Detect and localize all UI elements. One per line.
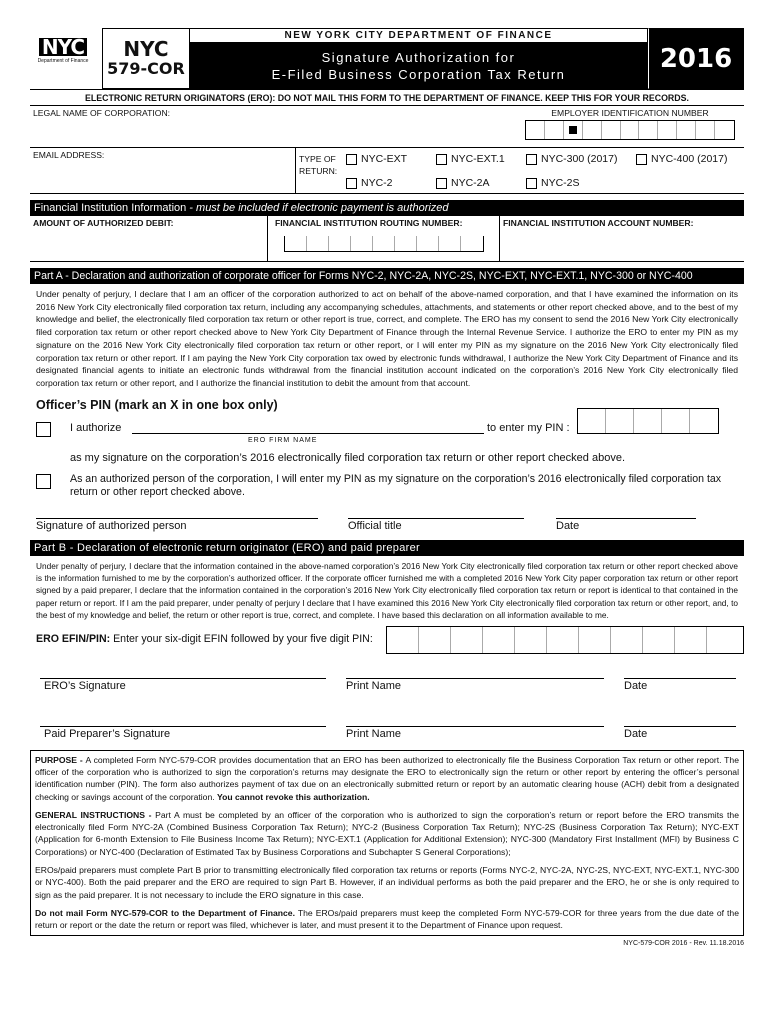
ero-print-name-line[interactable] <box>346 678 604 692</box>
return-type-label <box>296 148 346 193</box>
routing-input[interactable] <box>284 236 484 252</box>
donot-text: The EROs/paid preparers must keep the completed Form NYC-579-COR for three years from the due date of the return or report or the date the return or report was filed, whichever is later, and must present it to the Department of Finance upon request. <box>35 907 739 931</box>
title-box <box>190 28 648 89</box>
legal-name-label: LEGAL NAME OF CORPORATION: <box>33 108 171 118</box>
email-label: EMAIL ADDRESS: <box>33 150 105 160</box>
ero-signature-label: ERO’s Signature <box>44 679 126 692</box>
checkbox-nyc-300[interactable] <box>526 153 636 169</box>
general-text: Part A must be completed by an officer of the corporation who is authorized to sign the corporation’s return or report before the ERO transmits the electronically filed Form NYC-2A (Combined Business Corporation Tax Return); NYC-2 (Business Corporation Tax Return); NYC-2S (Business Corporation Tax Return); NYC-EXT (Application for 6-month Extension to File Business Income Tax Return); NYC-EXT.1 (Application for Additional Extension); NYC-300 (Mandatory First Installment (MFI) by Business C Corporations) or NYC-400 (Declaration of Estimated Tax by Business Corporations and Subchapter S General Corporations); <box>35 809 739 857</box>
form-title <box>190 43 647 88</box>
legal-name-field[interactable] <box>30 106 516 147</box>
label-nyc-ext: NYC-EXT <box>361 153 408 165</box>
financial-bar <box>30 200 744 216</box>
checkbox-nyc-400[interactable] <box>636 153 736 169</box>
part-b-bar: Part B - Declaration of electronic return originator (ERO) and paid preparer <box>30 540 744 556</box>
part-a-date-line[interactable] <box>556 518 696 532</box>
ero-date-line[interactable] <box>624 678 736 692</box>
financial-row <box>30 216 744 262</box>
pin-option-2-checkbox[interactable] <box>36 474 51 489</box>
purpose-text: A completed Form NYC-579-COR provides documentation that an ERO has been authorized to electronically file the Business Corporation Tax return or other report. The officer of the corporation who is authorized to sign the corporation’s returns may designate the ERO to electronically sign the return or other report by entering the officer’s personal identification number (PIN). The form also authorizes payment of tax due on an electronically submitted return or report by an automatic clearing house (ACH) debit from a designated checking or savings account of the corporation. <box>35 754 739 802</box>
preparer-signature-row <box>30 714 744 744</box>
label-nyc-2: NYC-2 <box>361 177 393 189</box>
preparer-signature-label: Paid Preparer’s Signature <box>44 727 171 740</box>
officer-signature-label: Signature of authorized person <box>36 519 187 532</box>
pin-option-1 <box>30 416 744 452</box>
purpose-label: PURPOSE - <box>35 754 86 765</box>
preparer-print-name-label: Print Name <box>346 727 402 740</box>
ero-firm-name-input[interactable] <box>132 416 484 434</box>
ero-date-label: Date <box>624 679 648 692</box>
part-a-bar: Part A - Declaration and authorization of corporate officer for Forms NYC-2, NYC-2A, NYC-2S, NYC-EXT, NYC-EXT.1, NYC-300 or NYC-400 <box>30 268 744 284</box>
logo-sub: Department of Finance <box>37 58 89 64</box>
tax-year: 2016 <box>648 28 744 89</box>
routing-section <box>268 216 500 261</box>
part-a-date-label: Date <box>556 519 580 532</box>
ein-input[interactable] <box>525 120 735 140</box>
return-type-options <box>346 148 736 193</box>
officer-pin-input[interactable] <box>577 408 719 434</box>
ero-print-name-label: Print Name <box>346 679 402 692</box>
label-nyc-2s: NYC-2S <box>541 177 580 189</box>
email-row <box>30 148 744 194</box>
ero-notice: ELECTRONIC RETURN ORIGINATORS (ERO): DO NOT MAIL THIS FORM TO THE DEPARTMENT OF FINANCE. KEEP THIS FOR YOUR RECORDS. <box>30 90 744 106</box>
label-nyc-2a: NYC-2A <box>451 177 490 189</box>
efin-label: ERO EFIN/PIN: <box>36 632 111 645</box>
label-nyc-ext1: NYC-EXT.1 <box>451 153 505 165</box>
form-footer: NYC-579-COR 2016 - Rev. 11.18.2016 <box>623 939 744 947</box>
preparer-date-line[interactable] <box>624 726 736 740</box>
efin-instruction: Enter your six-digit EFIN followed by your five digit PIN: <box>110 632 373 645</box>
form-title-line1: Signature Authorization for <box>321 50 516 65</box>
return-label: RETURN: <box>299 166 338 176</box>
donot-bold: Do not mail Form NYC-579-COR to the Department of Finance. <box>35 907 295 918</box>
financial-title: Financial Institution Information <box>34 202 187 214</box>
instructions-box <box>30 750 744 936</box>
part-a-signatures <box>30 518 744 540</box>
pin-option-2-text: As an authorized person of the corporation, I will enter my PIN as my signature on the corporation’s 2016 electronically filed corporation tax return or other report checked above. <box>70 472 722 498</box>
preparer-date-label: Date <box>624 727 648 740</box>
pin-option-2 <box>30 470 744 518</box>
form-page <box>30 28 744 947</box>
label-nyc-400: NYC-400 (2017) <box>651 153 728 165</box>
logo-mark: NYC <box>39 38 87 56</box>
donot-section <box>31 904 743 935</box>
officer-signature-line[interactable] <box>36 518 318 532</box>
department-name: NEW YORK CITY DEPARTMENT OF FINANCE <box>190 29 647 43</box>
purpose-section <box>31 751 743 806</box>
ein-label: EMPLOYER IDENTIFICATION NUMBER <box>551 108 709 118</box>
ero-signature-line[interactable] <box>40 678 326 692</box>
eros-section: EROs/paid preparers must complete Part B prior to transmitting electronically filed corporation tax returns or reports (Forms NYC-2, NYC-2A, NYC-2S, NYC-EXT, NYC-EXT.1, NYC-300 or NYC-400). Both the paid preparer and the ERO are required to sign Part B. However, if an individual performs as both the paid preparer and the ERO, he or she is only required to sign as the paid preparer. It is not necessary to include the ERO signature in this case. <box>35 865 739 900</box>
pin-option-1-checkbox[interactable] <box>36 422 51 437</box>
ero-firm-label: ERO FIRM NAME <box>248 436 318 444</box>
checkbox-nyc-ext[interactable] <box>346 153 436 169</box>
efin-row <box>30 626 744 666</box>
checkbox-nyc-2[interactable] <box>346 177 436 193</box>
form-nyc: NYC <box>123 36 169 61</box>
form-number: 579-COR <box>107 58 185 78</box>
checkbox-nyc-2s[interactable] <box>526 177 636 193</box>
authorize-label: I authorize <box>70 421 122 434</box>
checkbox-nyc-2a[interactable] <box>436 177 526 193</box>
preparer-signature-line[interactable] <box>40 726 326 740</box>
routing-label: FINANCIAL INSTITUTION ROUTING NUMBER: <box>275 218 463 228</box>
part-b-declaration: Under penalty of perjury, I declare that the information contained in the above-named corporation’s 2016 New York City electronically filed corporation tax return or other report checked above is the information furnished to me by the corporation’s authorized officer. If the corporate officer furnished me with a completed 2016 New York City paper corporation tax return or other report signed by a paid preparer, I declare that the information contained in the corporation’s 2016 New York City electronically filed corporation tax return or report is identical to that contained in the paper return or report. If I am the paid preparer, under penalty of perjury I declare that I have examined this 2016 New York City electronically filed corporation tax return or other report, and, to the best of my knowledge and belief, the return or other report is true, correct, and complete. I have based this declaration on all information available to me. <box>36 560 738 621</box>
legal-name-row <box>30 106 744 148</box>
form-title-line2: E-Filed Business Corporation Tax Return <box>271 67 566 82</box>
account-field[interactable] <box>500 216 744 261</box>
purpose-bold: You cannot revoke this authorization. <box>217 791 370 802</box>
efin-text <box>36 633 373 645</box>
as-signature-text: as my signature on the corporation’s 2016 electronically filed corporation tax return or other report checked above. <box>70 451 625 464</box>
debit-amount-field[interactable] <box>30 216 268 261</box>
general-section <box>31 806 743 861</box>
efin-pin-input[interactable] <box>386 626 744 654</box>
email-field[interactable] <box>30 148 296 193</box>
general-label: GENERAL INSTRUCTIONS - <box>35 809 156 820</box>
official-title-line[interactable] <box>348 518 524 532</box>
debit-label: AMOUNT OF AUTHORIZED DEBIT: <box>33 218 174 228</box>
ero-signature-row <box>30 666 744 714</box>
type-of-label: TYPE OF <box>299 154 336 164</box>
part-a-declaration: Under penalty of perjury, I declare that I am an officer of the corporation authorized to act on behalf of the above-named corporation, and that I have examined the information on its 2016 New York City electronically filed corporation tax return, including any accompanying schedules, attachments, and statements or other report checked above, and to the best of my knowledge and belief, the electronically filed corporation tax return or other report is true, correct, and complete. The ERO has my consent to send the 2016 New York City electronically filed corporation tax return or other report checked above to New York City Department of Finance through the Internal Revenue Service. I authorize the ERO to enter my PIN as my signature on the 2016 New York City electronically filed corporation tax return or other report, or I will enter my PIN as my signature on the 2016 New York City electronically filed corporation tax return or other report. If I am paying the New York City corporation tax owed by electronic funds withdrawal, I authorize the New York City Department of Finance and its designated financial agents to initiate an electronic funds withdrawal from the financial institution account indicated on the corporation’s 2016 New York City electronically filed corporation tax return or other report, and I authorize the financial institution to debit the amount from that account. <box>36 289 738 388</box>
account-label: FINANCIAL INSTITUTION ACCOUNT NUMBER: <box>503 218 694 228</box>
form-id-box <box>102 28 190 89</box>
checkbox-nyc-ext1[interactable] <box>436 153 526 169</box>
label-nyc-300: NYC-300 (2017) <box>541 153 618 165</box>
financial-note: - must be included if electronic payment is authorized <box>186 202 449 214</box>
preparer-print-name-line[interactable] <box>346 726 604 740</box>
enter-pin-label: to enter my PIN : <box>487 421 570 434</box>
ein-section <box>516 106 744 147</box>
ein-separator <box>569 126 577 134</box>
official-title-label: Official title <box>348 519 402 532</box>
form-header <box>30 28 744 90</box>
pin-title: Officer’s PIN (mark an X in one box only) <box>36 397 278 412</box>
nyc-logo <box>30 28 96 89</box>
